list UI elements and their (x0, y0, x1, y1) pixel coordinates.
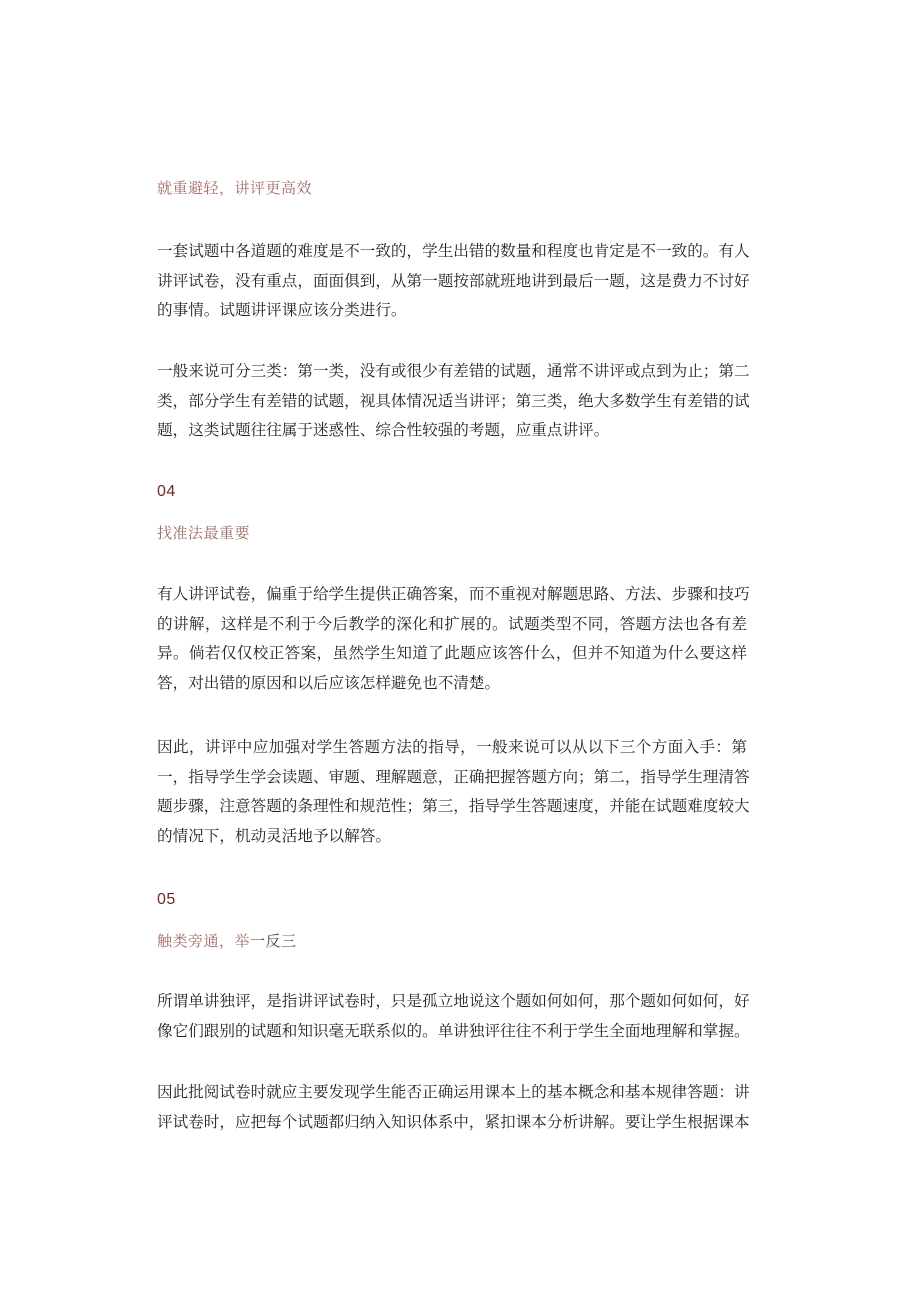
paragraph-5 (157, 987, 750, 1046)
text-line: 一般来说可分三类：第一类，没有或很少有差错的试题，通常不讲评或点到为止；第二 (157, 362, 750, 380)
text-line: 答，对出错的原因和以后应该怎样避免也不清楚。 (157, 673, 501, 692)
paragraph-4 (157, 733, 750, 851)
text-line: 题步骤，注意答题的条理性和规范性；第三，指导学生答题速度，并能在试题难度较大 (157, 797, 750, 815)
text-line: 的情况下，机动灵活地予以解答。 (157, 826, 391, 845)
section-heading-2: 找准法最重要 (157, 524, 251, 542)
text-line: 题，这类试题往往属于迷惑性、综合性较强的考题，应重点讲评。 (157, 421, 610, 439)
text-line: 所谓单讲独评，是指讲评试卷时，只是孤立地说这个题如何如何，那个题如何如何，好 (157, 992, 750, 1010)
section-heading-3 (157, 931, 297, 951)
text-line: 有人讲评试卷，偏重于给学生提供正确答案，而不重视对解题思路、方法、步骤和技巧 (157, 585, 750, 603)
heading-part: 触类旁通，举 (157, 932, 251, 950)
text-line: 一，指导学生学会读题、审题、理解题意，正确把握答题方向；第二，指导学生理清答 (157, 767, 750, 786)
text-line: 因此批阅试卷时就应主要发现学生能否正确运用课本上的基本概念和基本规律答题：讲 (157, 1083, 750, 1101)
paragraph-1 (157, 237, 750, 326)
text-line: 评试卷时，应把每个试题都归纳入知识体系中，紧扣课本分析讲解。要让学生根据课本 (157, 1112, 750, 1131)
text-line: 像它们跟别的试题和知识毫无联系似的。单讲独评往往不利于学生全面地理解和掌握。 (157, 1021, 750, 1040)
section-heading-1: 就重避轻，讲评更高效 (157, 179, 313, 197)
section-number-04: 04 (157, 483, 176, 500)
text-line: 异。倘若仅仅校正答案，虽然学生知道了此题应该答什么，但并不知道为什么要这样 (157, 644, 747, 662)
text-line: 一套试题中各道题的难度是不一致的，学生出错的数量和程度也肯定是不一致的。有人 (157, 242, 750, 260)
text-line: 的事情。试题讲评课应该分类进行。 (157, 301, 407, 319)
paragraph-2 (157, 357, 750, 446)
text-line: 因此，讲评中应加强对学生答题方法的指导，一般来说可以从以下三个方面入手：第 (157, 738, 747, 756)
heading-part: 一反三 (250, 932, 297, 950)
text-line: 类，部分学生有差错的试题，视具体情况适当讲评；第三类，绝大多数学生有差错的试 (157, 391, 750, 410)
paragraph-6 (157, 1078, 750, 1137)
text-line: 的讲解，这样是不利于今后教学的深化和扩展的。试题类型不同，答题方法也各有差 (157, 614, 747, 633)
paragraph-3 (157, 580, 750, 698)
section-number-05: 05 (157, 891, 176, 908)
text-line: 讲评试卷，没有重点，面面俱到，从第一题按部就班地讲到最后一题，这是费力不讨好 (157, 271, 750, 290)
